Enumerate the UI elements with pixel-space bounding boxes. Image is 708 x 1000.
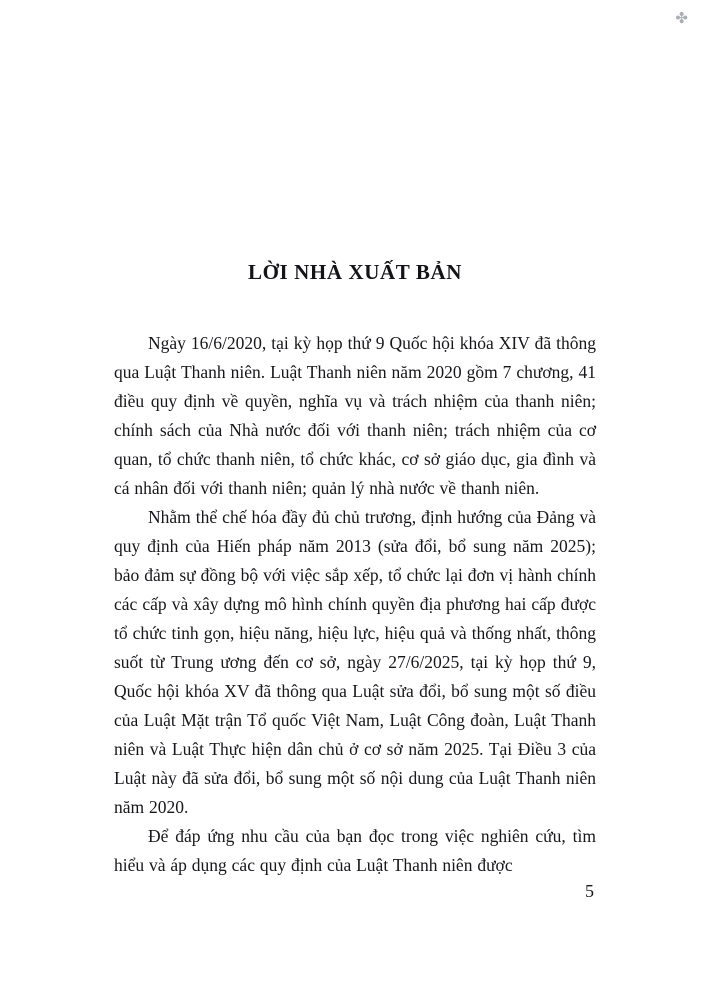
body-text <box>114 329 596 880</box>
paragraph-3: Để đáp ứng nhu cầu của bạn đọc trong việc nghiên cứu, tìm hiểu và áp dụng các quy định của Luật Thanh niên được <box>114 826 596 875</box>
paragraph-2: Nhằm thể chế hóa đầy đủ chủ trương, định hướng của Đảng và quy định của Hiến pháp năm 2013 (sửa đổi, bổ sung năm 2025); bảo đảm sự đồng bộ với việc sắp xếp, tổ chức lại đơn vị hành chính các cấp và xây dựng mô hình chính quyền địa phương hai cấp được tổ chức tinh gọn, hiệu năng, hiệu lực, hiệu quả và thống nhất, thông suốt từ Trung ương đến cơ sở, ngày 27/6/2025, tại kỳ họp thứ 9, Quốc hội khóa XV đã thông qua Luật sửa đổi, bổ sung một số điều của Luật Mặt trận Tổ quốc Việt Nam, Luật Công đoàn, Luật Thanh niên và Luật Thực hiện dân chủ ở cơ sở năm 2025. Tại Điều 3 của Luật này đã sửa đổi, bổ sung một số nội dung của Luật Thanh niên năm 2020. <box>114 507 596 817</box>
paragraph-1: Ngày 16/6/2020, tại kỳ họp thứ 9 Quốc hội khóa XIV đã thông qua Luật Thanh niên. Luật Thanh niên năm 2020 gồm 7 chương, 41 điều quy định về quyền, nghĩa vụ và trách nhiệm của thanh niên; chính sách của Nhà nước đối với thanh niên; trách nhiệm của cơ quan, tổ chức thanh niên, tổ chức khác, cơ sở giáo dục, gia đình và cá nhân đối với thanh niên; quản lý nhà nước về thanh niên. <box>114 333 596 498</box>
page-content <box>114 0 596 880</box>
page-title: LỜI NHÀ XUẤT BẢN <box>248 260 462 284</box>
page-number: 5 <box>585 881 594 901</box>
flower-ornament-icon: ✤ <box>675 11 688 27</box>
